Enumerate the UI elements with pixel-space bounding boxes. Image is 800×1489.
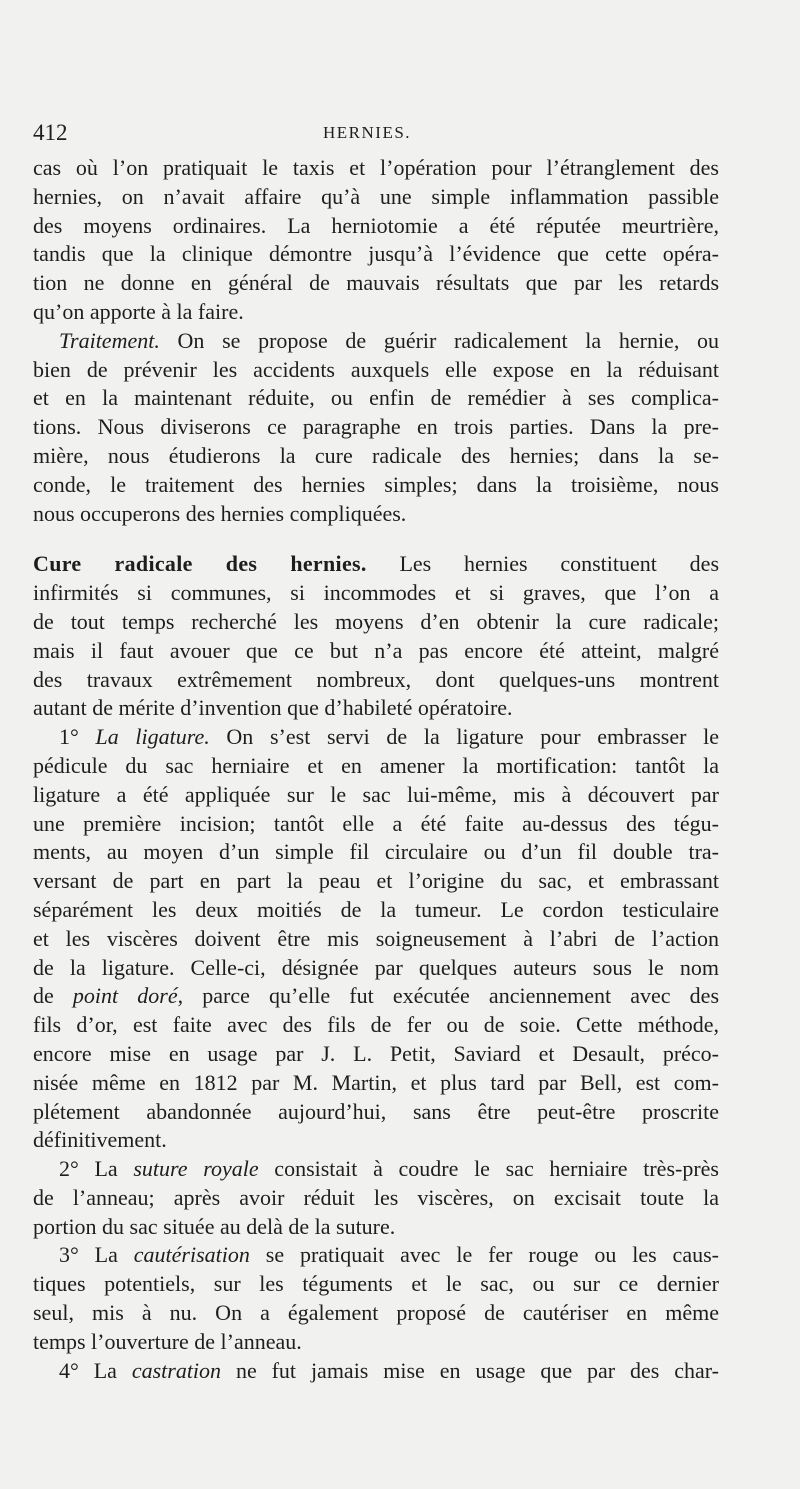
text-line: seul, mis à nu. On a également proposé de cautériser en même [33,1300,719,1326]
text-line: bien de prévenir les accidents auxquels elle expose en la réduisant [33,356,719,382]
text-line: de point doré, parce qu’elle fut exécutée anciennement avec des [33,983,720,1009]
section-gap [33,528,719,550]
text-line: nisée même en 1812 par M. Martin, et plus tard par Bell, est com- [33,1069,719,1095]
traitement-heading: Traitement. [59,327,160,353]
text-line: qu’on apporte à la faire. [33,298,244,324]
paragraph-traitement [33,327,719,529]
text-line: mière, nous étudierons la cure radicale des hernies; dans la se- [33,442,719,468]
point-dore-term: point doré [72,983,178,1009]
ligature-heading: La ligature. [95,724,210,750]
text-line: de l’anneau; après avoir réduit les viscères, on excisait toute la [33,1184,719,1210]
text-line: tion ne donne en général de mauvais résultats que par les retards [33,270,719,296]
text-line: 4° La castration ne fut jamais mise en usage que par des char- [59,1357,719,1383]
text-line: conde, le traitement des hernies simples; dans la troisième, nous [33,471,719,497]
text-line: Cure radicale des hernies. Les hernies constituent des [33,551,719,577]
text-line: de la ligature. Celle-ci, désignée par quelques auteurs sous le nom [33,954,719,980]
text-line: ments, au moyen d’un simple fil circulaire ou d’un fil double tra- [33,839,719,865]
text-line: cas où l’on pratiquait le taxis et l’opération pour l’étranglement des [33,155,719,180]
text-line: portion du sac située au delà de la suture. [33,1213,396,1239]
text-line: définitivement. [33,1127,167,1153]
text-line: de tout temps recherché les moyens d’en obtenir la cure radicale; [33,608,719,634]
paragraph-cure-radicale [33,550,719,723]
text-line: tiques potentiels, sur les téguments et le sac, ou sur ce dernier [33,1271,719,1297]
text-line: et en la maintenant réduite, ou enfin de remédier à ses complica- [33,385,719,411]
text-line: infirmités si communes, si incommodes et si graves, que l’on a [33,580,719,606]
castration-term: castration [131,1357,222,1383]
paragraph-suture [33,1155,719,1241]
text-line: pédicule du sac herniaire et en amener la mortification: tantôt la [33,752,719,778]
cure-radicale-heading: Cure radicale des hernies. [33,551,367,577]
running-title: HERNIES. [323,123,412,142]
text-line: ligature a été appliquée sur le sac lui-même, mis à découvert par [33,781,719,807]
text-line: séparément les deux moitiés de la tumeur. Le cordon testiculaire [33,896,719,922]
text-line: autant de mérite d’invention que d’habileté opératoire. [33,695,513,721]
text-line: plétement abandonnée aujourd’hui, sans être peut-être proscrite [33,1098,719,1124]
text-line: et les viscères doivent être mis soigneusement à l’abri de l’action [33,925,719,951]
paragraph-ligature [33,723,719,1155]
text-line: fils d’or, est faite avec des fils de fer ou de soie. Cette méthode, [33,1012,719,1038]
cauterisation-term: cautérisation [133,1242,250,1268]
suture-royale-term: suture royale [133,1156,259,1182]
page-header [0,120,800,150]
text-line: nous occuperons des hernies compliquées. [33,500,407,526]
paragraph-1 [33,154,719,327]
paragraph-cauterisation [33,1241,719,1356]
text-line: temps l’ouverture de l’anneau. [33,1328,302,1354]
body-text [33,154,719,1385]
text-line: tions. Nous diviserons ce paragraphe en trois parties. Dans la pre- [33,414,719,440]
text-line: 3° La cautérisation se pratiquait avec le fer rouge ou les caus- [59,1242,719,1268]
text-line: une première incision; tantôt elle a été faite au-dessus des tégu- [33,810,719,836]
text-line: des moyens ordinaires. La herniotomie a été réputée meurtrière, [33,212,719,238]
paragraph-castration [33,1357,719,1386]
text-line: 2° La suture royale consistait à coudre le sac herniaire très-près [59,1156,719,1182]
page-number: 412 [33,120,68,145]
text-line: Traitement. On se propose de guérir radicalement la hernie, ou [59,327,719,353]
text-line: encore mise en usage par J. L. Petit, Saviard et Desault, préco- [33,1040,719,1066]
text-line: versant de part en part la peau et l’origine du sac, et embrassant [33,868,719,894]
text-line: mais il faut avouer que ce but n’a pas encore été atteint, malgré [33,637,719,663]
text-line: tandis que la clinique démontre jusqu’à l’évidence que cette opéra- [33,241,719,267]
text-line: des travaux extrêmement nombreux, dont quelques-uns montrent [33,666,719,692]
text-line: 1° La ligature. On s’est servi de la ligature pour embrasser le [59,724,719,750]
text-line: hernies, on n’avait affaire qu’à une simple inflammation passible [33,183,719,209]
